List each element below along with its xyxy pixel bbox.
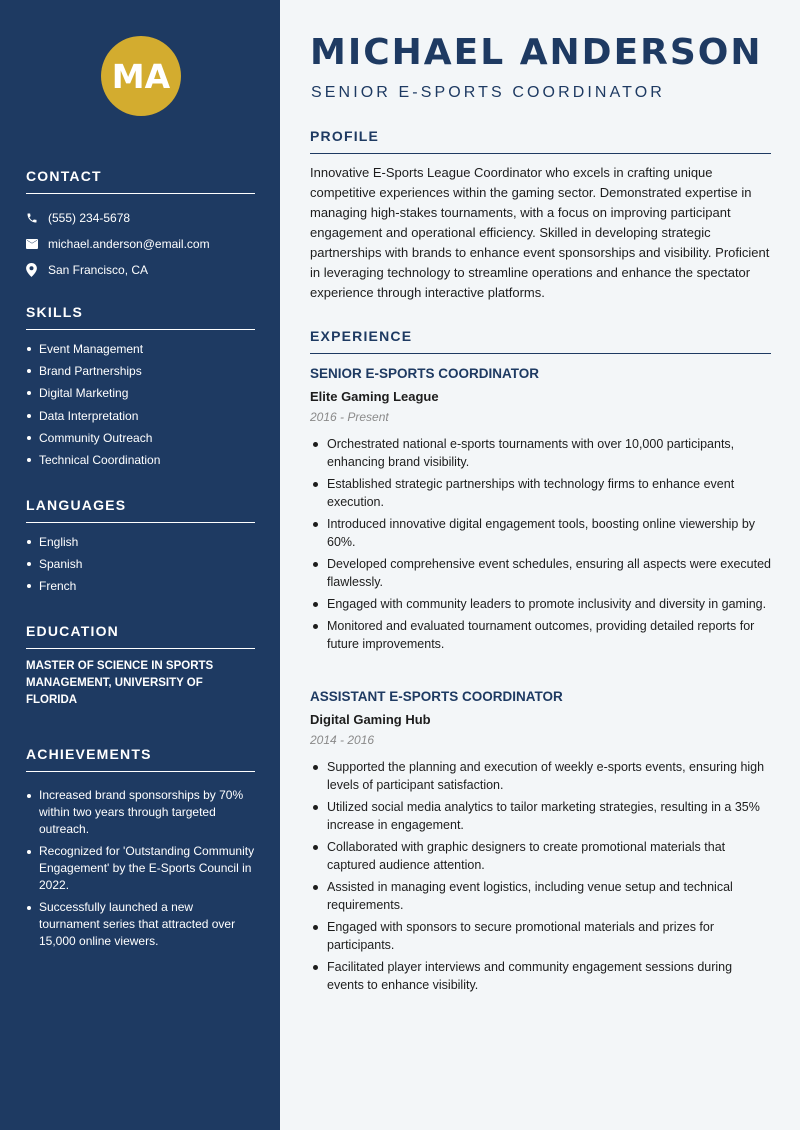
education-heading: EDUCATION bbox=[26, 623, 255, 649]
list-item: Technical Coordination bbox=[26, 451, 255, 473]
achievements-heading: ACHIEVEMENTS bbox=[26, 746, 255, 772]
list-item: Monitored and evaluated tournament outcomes, providing detailed reports for future improvements. bbox=[310, 617, 771, 653]
achievements-list bbox=[26, 787, 255, 950]
list-item: Engaged with community leaders to promote inclusivity and diversity in gaming. bbox=[310, 595, 771, 613]
list-item: Introduced innovative digital engagement tools, boosting online viewership by 60%. bbox=[310, 515, 771, 551]
job-dates: 2016 - Present bbox=[310, 410, 389, 424]
job-entry bbox=[310, 689, 771, 998]
list-item: Community Outreach bbox=[26, 429, 255, 451]
list-item: Recognized for 'Outstanding Community Engagement' by the E-Sports Council in 2022. bbox=[26, 843, 255, 894]
education-degree: MASTER OF SCIENCE IN SPORTS MANAGEMENT, UNIVERSITY OF FLORIDA bbox=[26, 660, 214, 706]
contact-section bbox=[26, 168, 255, 283]
list-item: French bbox=[26, 577, 255, 599]
list-item: Developed comprehensive event schedules, ensuring all aspects were executed flawlessly. bbox=[310, 555, 771, 591]
phone-icon bbox=[26, 212, 48, 224]
sidebar bbox=[0, 0, 280, 1130]
skills-list bbox=[26, 340, 255, 473]
list-item: Increased brand sponsorships by 70% within two years through targeted outreach. bbox=[26, 787, 255, 838]
contact-phone[interactable] bbox=[26, 205, 255, 231]
job-title: ASSISTANT E-SPORTS COORDINATOR bbox=[310, 689, 563, 704]
job-title: SENIOR E-SPORTS COORDINATOR bbox=[310, 366, 540, 381]
languages-section bbox=[26, 497, 255, 600]
achievements-section bbox=[26, 746, 255, 955]
candidate-title: SENIOR E-SPORTS COORDINATOR bbox=[311, 84, 665, 101]
list-item: Brand Partnerships bbox=[26, 362, 255, 384]
mail-icon bbox=[26, 239, 48, 249]
contact-email[interactable] bbox=[26, 231, 255, 257]
contact-heading: CONTACT bbox=[26, 168, 255, 194]
skills-heading: SKILLS bbox=[26, 304, 255, 330]
list-item: Successfully launched a new tournament series that attracted over 15,000 online viewers. bbox=[26, 899, 255, 950]
skills-section bbox=[26, 304, 255, 473]
list-item: Engaged with sponsors to secure promotional materials and prizes for participants. bbox=[310, 918, 771, 954]
experience-heading: EXPERIENCE bbox=[310, 328, 771, 354]
list-item: Established strategic partnerships with technology firms to enhance event execution. bbox=[310, 475, 771, 511]
list-item: Collaborated with graphic designers to create promotional materials that captured audience attention. bbox=[310, 838, 771, 874]
languages-heading: LANGUAGES bbox=[26, 497, 255, 523]
email-text: michael.anderson@email.com bbox=[48, 237, 210, 251]
job-company: Elite Gaming League bbox=[310, 389, 439, 404]
job-dates: 2014 - 2016 bbox=[310, 733, 375, 747]
list-item: Event Management bbox=[26, 340, 255, 362]
phone-text: (555) 234-5678 bbox=[48, 211, 131, 225]
job-bullets bbox=[310, 435, 771, 653]
profile-text: Innovative E-Sports League Coordinator who excels in crafting unique competitive experiences within the gaming sector. Demonstrated expertise in managing high-stakes tournaments, with a focus on improving participant engagement and operational efficiency. Skilled in developing strategic partnerships with brands to enhance event sponsorships and visibility. Proficient in leveraging technology to streamline operations and enhance the spectator experience through interactive platforms. bbox=[310, 165, 770, 300]
list-item: Digital Marketing bbox=[26, 384, 255, 406]
education-section bbox=[26, 623, 255, 709]
list-item: Assisted in managing event logistics, including venue setup and technical requirements. bbox=[310, 878, 771, 914]
job-company: Digital Gaming Hub bbox=[310, 712, 431, 727]
list-item: Utilized social media analytics to tailor marketing strategies, resulting in a 35% increase in engagement. bbox=[310, 798, 771, 834]
list-item: English bbox=[26, 533, 255, 555]
profile-heading: PROFILE bbox=[310, 128, 771, 154]
languages-list bbox=[26, 533, 255, 600]
list-item: Data Interpretation bbox=[26, 407, 255, 429]
list-item: Spanish bbox=[26, 555, 255, 577]
contact-location bbox=[26, 257, 255, 283]
candidate-name: MICHAEL ANDERSON bbox=[310, 32, 763, 73]
list-item: Supported the planning and execution of weekly e-sports events, ensuring high levels of participant satisfaction. bbox=[310, 758, 771, 794]
job-entry bbox=[310, 366, 771, 657]
avatar: MA bbox=[101, 36, 181, 116]
location-pin-icon bbox=[26, 263, 48, 277]
location-text: San Francisco, CA bbox=[48, 263, 149, 277]
list-item: Facilitated player interviews and community engagement sessions during events to enhance visibility. bbox=[310, 958, 771, 994]
list-item: Orchestrated national e-sports tournaments with over 10,000 participants, enhancing brand visibility. bbox=[310, 435, 771, 471]
job-bullets bbox=[310, 758, 771, 994]
